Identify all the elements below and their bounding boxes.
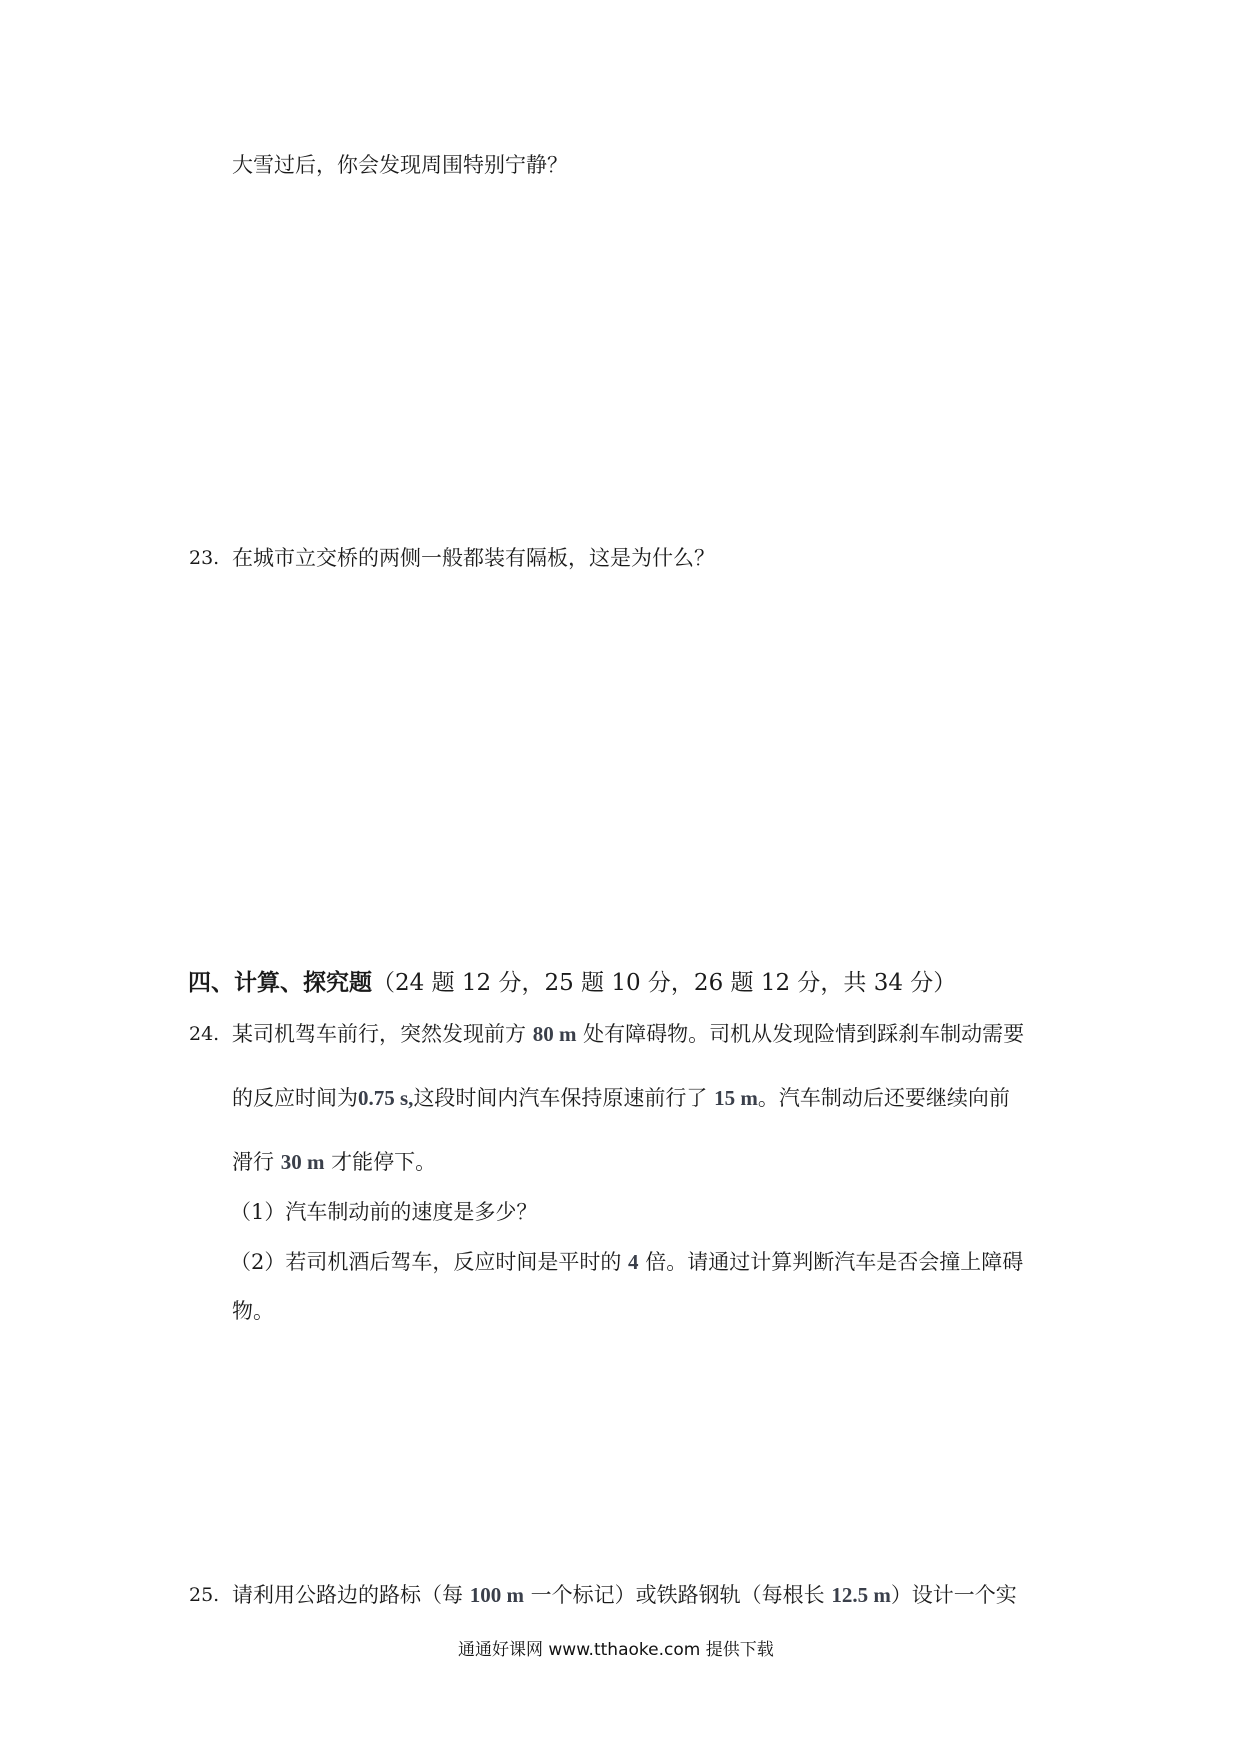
q24-sub1: （1）汽车制动前的速度是多少？ xyxy=(230,1200,538,1224)
q24-braking-distance: 30 m xyxy=(280,1150,325,1174)
section4-heading xyxy=(188,967,956,999)
q24-multiplier: 4 xyxy=(628,1250,639,1274)
q23-text: 在城市立交桥的两侧一般都装有隔板，这是为什么？ xyxy=(232,546,715,570)
q25-text-b: 一个标记）或铁路钢轨（每根长 xyxy=(530,1583,825,1607)
q24-line2-b: 这段时间内汽车保持原速前行了 xyxy=(413,1086,708,1110)
q25-rail-length: 12.5 m xyxy=(831,1583,891,1607)
q25-text-c: ）设计一个实 xyxy=(890,1583,1017,1607)
q24-reaction-time: 0.75 s, xyxy=(358,1086,414,1110)
q24-line1 xyxy=(232,1019,1024,1049)
section4-title: 四、计算、探究题 xyxy=(188,970,372,996)
q25-marker-interval: 100 m xyxy=(469,1583,524,1607)
q23-number: 23. xyxy=(189,547,220,569)
q25-number: 25. xyxy=(189,1584,220,1606)
q24-sub2 xyxy=(230,1247,1023,1277)
q24-line2-c: 。汽车制动后还要继续向前 xyxy=(757,1086,1010,1110)
q24-number: 24. xyxy=(189,1023,220,1045)
q22-tail-text: 大雪过后，你会发现周围特别宁静？ xyxy=(232,153,568,177)
q24-sub2-b: 倍。请通过计算判断汽车是否会撞上障碍 xyxy=(645,1250,1024,1274)
q24-line2 xyxy=(232,1083,1010,1113)
q24-line1-a: 某司机驾车前行，突然发现前方 xyxy=(232,1022,526,1046)
q24-line1-b: 处有障碍物。司机从发现险情到踩刹车制动需要 xyxy=(583,1022,1025,1046)
q24-sub2-tail: 物。 xyxy=(232,1299,274,1323)
page-footer: 通通好课网 www.tthaoke.com 提供下载 xyxy=(458,1640,774,1660)
q24-sub2-a: （2）若司机酒后驾车，反应时间是平时的 xyxy=(230,1250,622,1274)
q24-line3 xyxy=(232,1147,436,1177)
q24-line3-b: 才能停下。 xyxy=(331,1150,437,1174)
q25-line1 xyxy=(232,1580,1017,1610)
q24-line2-a: 的反应时间为 xyxy=(232,1086,358,1110)
section4-score-info: （24 题 12 分，25 题 10 分，26 题 12 分，共 34 分） xyxy=(372,970,957,996)
q24-distance-obstacle: 80 m xyxy=(532,1022,577,1046)
q24-line3-a: 滑行 xyxy=(232,1150,274,1174)
q25-text-a: 请利用公路边的路标（每 xyxy=(232,1583,463,1607)
q24-reaction-distance: 15 m xyxy=(714,1086,758,1110)
